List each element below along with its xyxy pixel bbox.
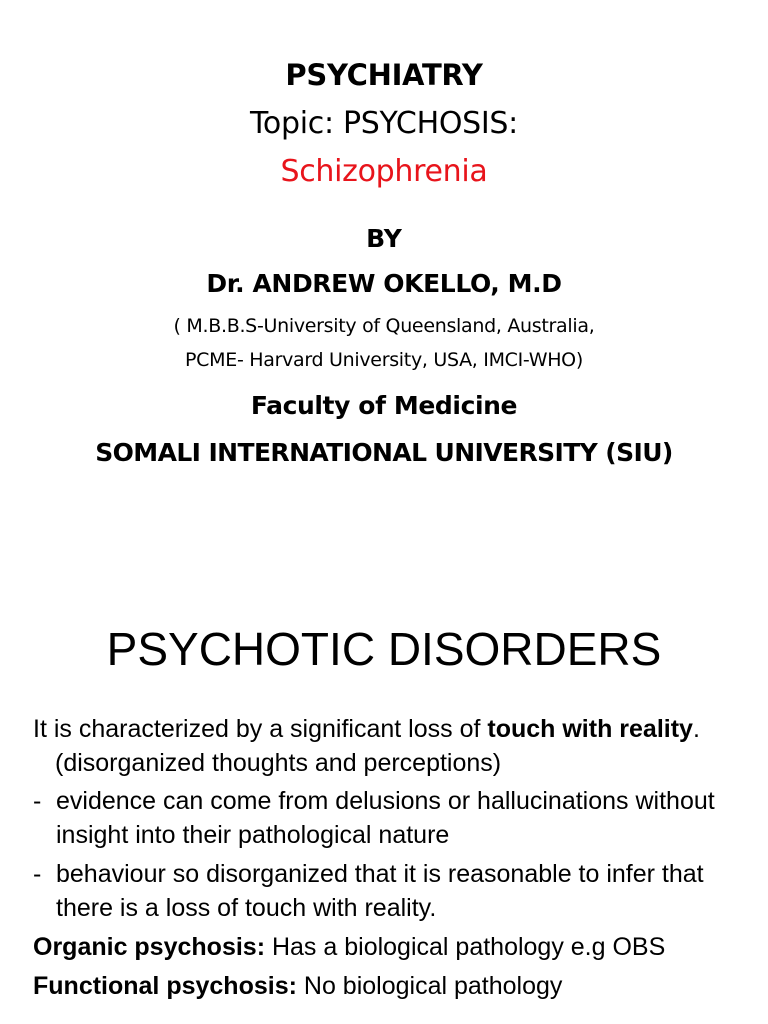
author-credentials-line-2: PCME- Harvard University, USA, IMCI-WHO) [185, 349, 583, 371]
content-slide [0, 600, 768, 1024]
author-name: Dr. ANDREW OKELLO, M.D [206, 269, 562, 298]
bullet-item [33, 784, 753, 852]
bullet-dash: - [33, 787, 42, 815]
bullet-text: evidence can come from delusions or hallucinations without insight into their pathological nature [56, 787, 715, 849]
intro-paragraph [33, 712, 753, 780]
bullet-item [33, 857, 753, 925]
slide-title: PSYCHOTIC DISORDERS [106, 623, 662, 675]
topic-heading: Topic: PSYCHOSIS: [250, 106, 518, 141]
faculty-name: Faculty of Medicine [250, 391, 518, 420]
intro-text-end: . (disorganized thoughts and perceptions) [55, 715, 700, 777]
by-label: BY [366, 224, 402, 253]
organic-psychosis-definition [33, 930, 753, 964]
organic-psychosis-label: Organic psychosis: [33, 933, 266, 961]
bullet-text: behaviour so disorganized that it is reasonable to infer that there is a loss of touch with reality. [56, 860, 704, 922]
intro-emphasis: touch with reality [487, 715, 693, 743]
organic-psychosis-text: Has a biological pathology e.g OBS [265, 933, 666, 961]
subject-heading: PSYCHIATRY [285, 58, 483, 92]
university-name: SOMALI INTERNATIONAL UNIVERSITY (SIU) [95, 438, 673, 467]
author-credentials-line-1: ( M.B.B.S-University of Queensland, Australia, [173, 315, 595, 337]
bullet-dash: - [33, 860, 42, 888]
functional-psychosis-definition [33, 969, 753, 1003]
functional-psychosis-text: No biological pathology [296, 972, 563, 1000]
slide-body [33, 712, 753, 1008]
title-slide [0, 0, 768, 500]
functional-psychosis-label: Functional psychosis: [33, 972, 297, 1000]
subtopic-heading: Schizophrenia [280, 154, 488, 189]
intro-text: It is characterized by a significant loss of [33, 715, 488, 743]
